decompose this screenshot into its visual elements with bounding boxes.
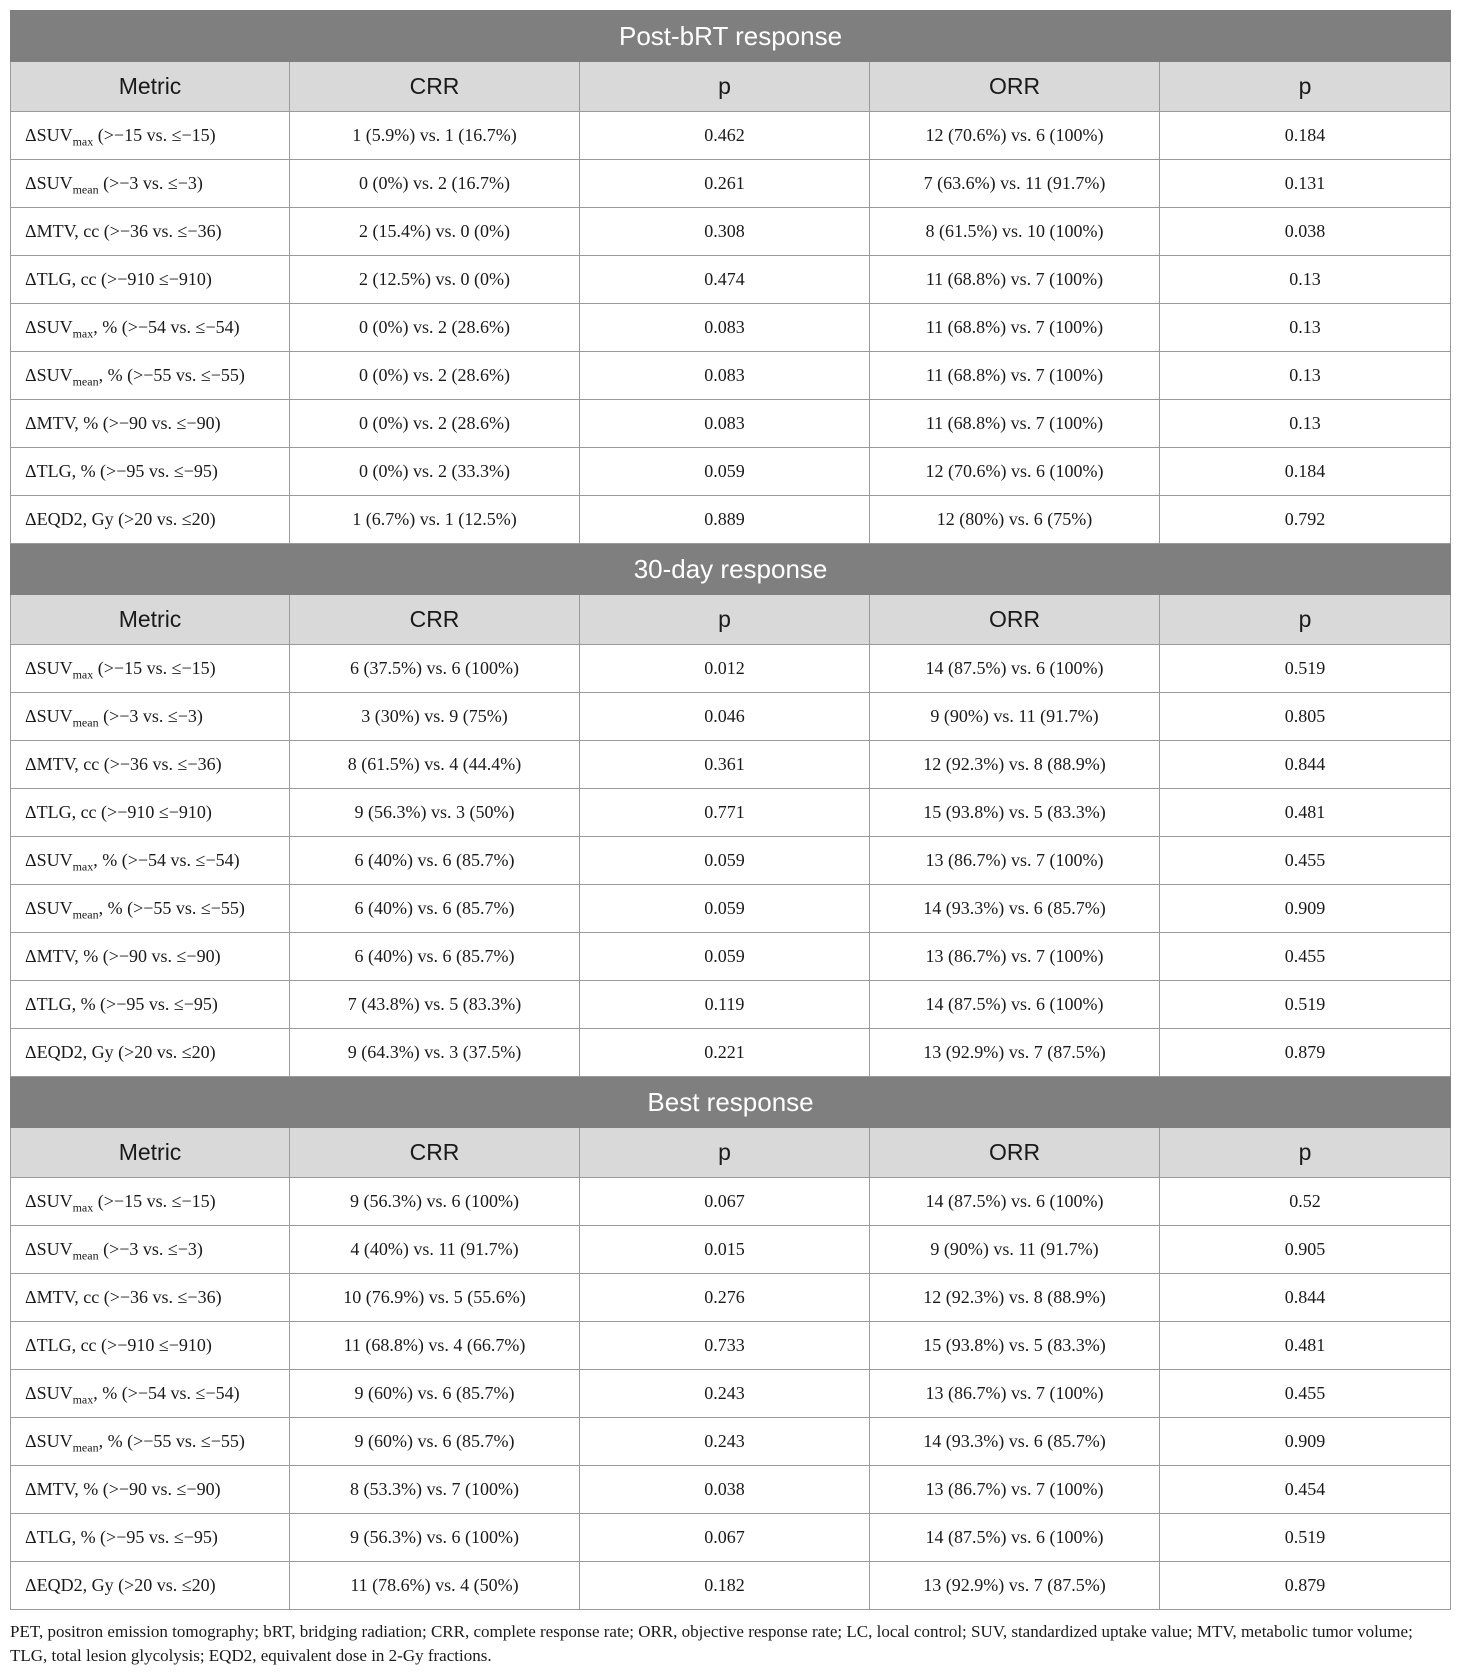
metric-cell [11, 789, 290, 837]
table-row [11, 741, 1451, 789]
metric-cell [11, 160, 290, 208]
crr-p-cell: 0.733 [580, 1322, 870, 1370]
metric-cell [11, 1178, 290, 1226]
orr-cell: 13 (86.7%) vs. 7 (100%) [870, 1466, 1160, 1514]
crr-header: CRR [290, 62, 580, 112]
crr-cell: 9 (60%) vs. 6 (85.7%) [290, 1418, 580, 1466]
metric-cell [11, 400, 290, 448]
table-row [11, 256, 1451, 304]
metric-label: ΔSUV [25, 1191, 73, 1211]
metric-cell [11, 208, 290, 256]
crr-p-cell: 0.067 [580, 1178, 870, 1226]
table-row [11, 160, 1451, 208]
table-row [11, 304, 1451, 352]
metric-label: ΔSUV [25, 1383, 73, 1403]
table-row [11, 1514, 1451, 1562]
section-title: Best response [11, 1077, 1451, 1128]
crr-header: CRR [290, 1128, 580, 1178]
orr-p-cell: 0.454 [1160, 1466, 1451, 1514]
section-title-row [11, 11, 1451, 62]
orr-cell: 14 (87.5%) vs. 6 (100%) [870, 981, 1160, 1029]
metric-cell [11, 645, 290, 693]
metric-cell [11, 1418, 290, 1466]
metric-label: ΔSUV [25, 658, 73, 678]
metric-label: ΔTLG, cc (>−910 ≤−910) [25, 802, 212, 822]
p-header: p [580, 595, 870, 645]
crr-cell: 4 (40%) vs. 11 (91.7%) [290, 1226, 580, 1274]
metric-subscript: mean [72, 374, 99, 389]
metric-label: ΔSUV [25, 706, 73, 726]
orr-p-cell: 0.519 [1160, 645, 1451, 693]
orr-cell: 14 (87.5%) vs. 6 (100%) [870, 645, 1160, 693]
metric-label: ΔMTV, cc (>−36 vs. ≤−36) [25, 754, 222, 774]
orr-header: ORR [870, 1128, 1160, 1178]
orr-cell: 11 (68.8%) vs. 7 (100%) [870, 256, 1160, 304]
orr-p-cell: 0.131 [1160, 160, 1451, 208]
orr-p-cell: 0.455 [1160, 837, 1451, 885]
orr-cell: 12 (70.6%) vs. 6 (100%) [870, 112, 1160, 160]
orr-p-cell: 0.52 [1160, 1178, 1451, 1226]
crr-p-cell: 0.015 [580, 1226, 870, 1274]
orr-header: ORR [870, 595, 1160, 645]
orr-p-cell: 0.481 [1160, 1322, 1451, 1370]
orr-p-cell: 0.909 [1160, 1418, 1451, 1466]
metric-threshold: , % (>−55 vs. ≤−55) [98, 898, 245, 918]
metric-threshold: , % (>−54 vs. ≤−54) [93, 317, 240, 337]
orr-cell: 8 (61.5%) vs. 10 (100%) [870, 208, 1160, 256]
metric-label: ΔSUV [25, 850, 73, 870]
metric-label: ΔTLG, % (>−95 vs. ≤−95) [25, 1527, 218, 1547]
metric-subscript: max [72, 326, 94, 341]
orr-p-cell: 0.481 [1160, 789, 1451, 837]
metric-cell [11, 1562, 290, 1610]
metric-cell [11, 1370, 290, 1418]
metric-label: ΔSUV [25, 1239, 73, 1259]
orr-cell: 14 (93.3%) vs. 6 (85.7%) [870, 1418, 1160, 1466]
crr-p-cell: 0.067 [580, 1514, 870, 1562]
crr-p-cell: 0.182 [580, 1562, 870, 1610]
p-header: p [580, 1128, 870, 1178]
metric-label: ΔTLG, % (>−95 vs. ≤−95) [25, 461, 218, 481]
crr-p-cell: 0.771 [580, 789, 870, 837]
orr-p-cell: 0.519 [1160, 1514, 1451, 1562]
metric-label: ΔEQD2, Gy (>20 vs. ≤20) [25, 1575, 216, 1595]
orr-p-cell: 0.455 [1160, 1370, 1451, 1418]
metric-label: ΔSUV [25, 317, 73, 337]
metric-cell [11, 1514, 290, 1562]
orr-cell: 13 (86.7%) vs. 7 (100%) [870, 837, 1160, 885]
crr-p-cell: 0.361 [580, 741, 870, 789]
metric-subscript: mean [72, 182, 99, 197]
orr-p-cell: 0.13 [1160, 400, 1451, 448]
table-row [11, 1466, 1451, 1514]
metric-cell [11, 741, 290, 789]
orr-p-cell: 0.844 [1160, 741, 1451, 789]
p-header: p [1160, 1128, 1451, 1178]
orr-header: ORR [870, 62, 1160, 112]
p-header: p [1160, 62, 1451, 112]
crr-p-cell: 0.889 [580, 496, 870, 544]
metric-header: Metric [11, 1128, 290, 1178]
metric-threshold: , % (>−54 vs. ≤−54) [93, 850, 240, 870]
metric-subscript: mean [72, 1440, 99, 1455]
orr-cell: 13 (86.7%) vs. 7 (100%) [870, 933, 1160, 981]
metric-threshold: , % (>−55 vs. ≤−55) [98, 1431, 245, 1451]
table-row [11, 981, 1451, 1029]
metric-label: ΔTLG, cc (>−910 ≤−910) [25, 1335, 212, 1355]
table-row [11, 1178, 1451, 1226]
metric-cell [11, 256, 290, 304]
orr-p-cell: 0.13 [1160, 256, 1451, 304]
table-row [11, 208, 1451, 256]
crr-p-cell: 0.083 [580, 352, 870, 400]
crr-p-cell: 0.221 [580, 1029, 870, 1077]
table-row [11, 789, 1451, 837]
orr-cell: 13 (92.9%) vs. 7 (87.5%) [870, 1029, 1160, 1077]
crr-p-cell: 0.474 [580, 256, 870, 304]
metric-header: Metric [11, 595, 290, 645]
orr-p-cell: 0.879 [1160, 1029, 1451, 1077]
orr-cell: 15 (93.8%) vs. 5 (83.3%) [870, 789, 1160, 837]
crr-p-cell: 0.083 [580, 304, 870, 352]
metric-cell [11, 981, 290, 1029]
section-title: Post-bRT response [11, 11, 1451, 62]
metric-label: ΔTLG, cc (>−910 ≤−910) [25, 269, 212, 289]
crr-cell: 9 (60%) vs. 6 (85.7%) [290, 1370, 580, 1418]
crr-cell: 8 (53.3%) vs. 7 (100%) [290, 1466, 580, 1514]
orr-p-cell: 0.038 [1160, 208, 1451, 256]
crr-p-cell: 0.059 [580, 837, 870, 885]
crr-cell: 0 (0%) vs. 2 (33.3%) [290, 448, 580, 496]
crr-cell: 0 (0%) vs. 2 (28.6%) [290, 400, 580, 448]
crr-cell: 11 (68.8%) vs. 4 (66.7%) [290, 1322, 580, 1370]
crr-p-cell: 0.083 [580, 400, 870, 448]
orr-p-cell: 0.519 [1160, 981, 1451, 1029]
metric-label: ΔMTV, cc (>−36 vs. ≤−36) [25, 1287, 222, 1307]
crr-cell: 0 (0%) vs. 2 (16.7%) [290, 160, 580, 208]
crr-p-cell: 0.462 [580, 112, 870, 160]
orr-cell: 12 (92.3%) vs. 8 (88.9%) [870, 741, 1160, 789]
crr-cell: 6 (40%) vs. 6 (85.7%) [290, 885, 580, 933]
orr-cell: 7 (63.6%) vs. 11 (91.7%) [870, 160, 1160, 208]
crr-p-cell: 0.243 [580, 1418, 870, 1466]
crr-p-cell: 0.243 [580, 1370, 870, 1418]
crr-cell: 8 (61.5%) vs. 4 (44.4%) [290, 741, 580, 789]
metric-label: ΔEQD2, Gy (>20 vs. ≤20) [25, 1042, 216, 1062]
metric-cell [11, 304, 290, 352]
table-body [11, 11, 1451, 1610]
table-row [11, 1274, 1451, 1322]
metric-label: ΔSUV [25, 365, 73, 385]
metric-cell [11, 1029, 290, 1077]
metric-cell [11, 1322, 290, 1370]
p-header: p [1160, 595, 1451, 645]
metric-cell [11, 496, 290, 544]
orr-cell: 12 (70.6%) vs. 6 (100%) [870, 448, 1160, 496]
orr-p-cell: 0.13 [1160, 304, 1451, 352]
metric-header: Metric [11, 62, 290, 112]
crr-cell: 6 (40%) vs. 6 (85.7%) [290, 837, 580, 885]
section-title: 30-day response [11, 544, 1451, 595]
metric-cell [11, 933, 290, 981]
table-row [11, 837, 1451, 885]
metric-cell [11, 352, 290, 400]
orr-p-cell: 0.805 [1160, 693, 1451, 741]
orr-p-cell: 0.13 [1160, 352, 1451, 400]
metric-threshold: (>−3 vs. ≤−3) [98, 1239, 203, 1259]
metric-subscript: max [72, 859, 94, 874]
metric-threshold: (>−15 vs. ≤−15) [93, 125, 216, 145]
crr-p-cell: 0.059 [580, 448, 870, 496]
orr-cell: 12 (80%) vs. 6 (75%) [870, 496, 1160, 544]
metric-cell [11, 112, 290, 160]
table-row [11, 448, 1451, 496]
crr-cell: 2 (15.4%) vs. 0 (0%) [290, 208, 580, 256]
crr-cell: 1 (5.9%) vs. 1 (16.7%) [290, 112, 580, 160]
orr-p-cell: 0.184 [1160, 112, 1451, 160]
crr-p-cell: 0.038 [580, 1466, 870, 1514]
metric-subscript: max [72, 1392, 94, 1407]
metric-threshold: (>−15 vs. ≤−15) [93, 1191, 216, 1211]
crr-cell: 7 (43.8%) vs. 5 (83.3%) [290, 981, 580, 1029]
metric-label: ΔSUV [25, 125, 73, 145]
metric-label: ΔMTV, % (>−90 vs. ≤−90) [25, 413, 221, 433]
crr-cell: 6 (37.5%) vs. 6 (100%) [290, 645, 580, 693]
crr-p-cell: 0.276 [580, 1274, 870, 1322]
orr-p-cell: 0.879 [1160, 1562, 1451, 1610]
crr-cell: 10 (76.9%) vs. 5 (55.6%) [290, 1274, 580, 1322]
table-row [11, 1418, 1451, 1466]
orr-cell: 14 (93.3%) vs. 6 (85.7%) [870, 885, 1160, 933]
crr-p-cell: 0.261 [580, 160, 870, 208]
table-row [11, 885, 1451, 933]
orr-p-cell: 0.184 [1160, 448, 1451, 496]
crr-cell: 2 (12.5%) vs. 0 (0%) [290, 256, 580, 304]
crr-p-cell: 0.308 [580, 208, 870, 256]
metric-label: ΔSUV [25, 1431, 73, 1451]
p-header: p [580, 62, 870, 112]
metric-subscript: max [72, 667, 94, 682]
orr-p-cell: 0.792 [1160, 496, 1451, 544]
metric-label: ΔEQD2, Gy (>20 vs. ≤20) [25, 509, 216, 529]
column-header-row [11, 1128, 1451, 1178]
response-table [10, 10, 1451, 1610]
orr-cell: 9 (90%) vs. 11 (91.7%) [870, 693, 1160, 741]
table-row [11, 1370, 1451, 1418]
metric-cell [11, 1274, 290, 1322]
orr-cell: 14 (87.5%) vs. 6 (100%) [870, 1514, 1160, 1562]
table-row [11, 1322, 1451, 1370]
table-row [11, 352, 1451, 400]
metric-label: ΔMTV, cc (>−36 vs. ≤−36) [25, 221, 222, 241]
section-title-row [11, 544, 1451, 595]
table-row [11, 400, 1451, 448]
metric-threshold: , % (>−55 vs. ≤−55) [98, 365, 245, 385]
orr-cell: 15 (93.8%) vs. 5 (83.3%) [870, 1322, 1160, 1370]
orr-p-cell: 0.905 [1160, 1226, 1451, 1274]
crr-cell: 3 (30%) vs. 9 (75%) [290, 693, 580, 741]
metric-label: ΔMTV, % (>−90 vs. ≤−90) [25, 1479, 221, 1499]
crr-cell: 6 (40%) vs. 6 (85.7%) [290, 933, 580, 981]
crr-cell: 11 (78.6%) vs. 4 (50%) [290, 1562, 580, 1610]
metric-subscript: max [72, 1200, 94, 1215]
crr-p-cell: 0.119 [580, 981, 870, 1029]
table-row [11, 693, 1451, 741]
column-header-row [11, 595, 1451, 645]
table-footnote: PET, positron emission tomography; bRT, bridging radiation; CRR, complete response rate; ORR, objective response rate; LC, local control; SUV, standardized uptake value; MTV, metabolic tumor volume; TLG, total lesion glycolysis; EQD2, equivalent dose in 2-Gy fractions. [10, 1622, 1413, 1665]
metric-cell [11, 448, 290, 496]
crr-cell: 9 (56.3%) vs. 6 (100%) [290, 1514, 580, 1562]
metric-threshold: (>−15 vs. ≤−15) [93, 658, 216, 678]
metric-cell [11, 693, 290, 741]
orr-cell: 9 (90%) vs. 11 (91.7%) [870, 1226, 1160, 1274]
metric-cell [11, 1226, 290, 1274]
metric-cell [11, 1466, 290, 1514]
metric-subscript: mean [72, 907, 99, 922]
table-row [11, 933, 1451, 981]
table-row [11, 1562, 1451, 1610]
section-title-row [11, 1077, 1451, 1128]
orr-p-cell: 0.844 [1160, 1274, 1451, 1322]
table-row [11, 496, 1451, 544]
metric-cell [11, 885, 290, 933]
crr-cell: 0 (0%) vs. 2 (28.6%) [290, 304, 580, 352]
orr-cell: 14 (87.5%) vs. 6 (100%) [870, 1178, 1160, 1226]
orr-cell: 11 (68.8%) vs. 7 (100%) [870, 304, 1160, 352]
metric-label: ΔTLG, % (>−95 vs. ≤−95) [25, 994, 218, 1014]
table-row [11, 1029, 1451, 1077]
metric-threshold: , % (>−54 vs. ≤−54) [93, 1383, 240, 1403]
column-header-row [11, 62, 1451, 112]
metric-label: ΔSUV [25, 173, 73, 193]
table-container [10, 10, 1450, 1668]
metric-subscript: mean [72, 715, 99, 730]
crr-header: CRR [290, 595, 580, 645]
crr-p-cell: 0.059 [580, 885, 870, 933]
crr-cell: 9 (64.3%) vs. 3 (37.5%) [290, 1029, 580, 1077]
crr-cell: 0 (0%) vs. 2 (28.6%) [290, 352, 580, 400]
orr-p-cell: 0.909 [1160, 885, 1451, 933]
metric-subscript: max [72, 134, 94, 149]
metric-threshold: (>−3 vs. ≤−3) [98, 173, 203, 193]
metric-cell [11, 837, 290, 885]
table-row [11, 645, 1451, 693]
crr-cell: 9 (56.3%) vs. 3 (50%) [290, 789, 580, 837]
crr-p-cell: 0.012 [580, 645, 870, 693]
crr-cell: 1 (6.7%) vs. 1 (12.5%) [290, 496, 580, 544]
orr-cell: 11 (68.8%) vs. 7 (100%) [870, 400, 1160, 448]
crr-p-cell: 0.059 [580, 933, 870, 981]
table-row [11, 112, 1451, 160]
crr-p-cell: 0.046 [580, 693, 870, 741]
orr-cell: 13 (92.9%) vs. 7 (87.5%) [870, 1562, 1160, 1610]
metric-threshold: (>−3 vs. ≤−3) [98, 706, 203, 726]
orr-cell: 13 (86.7%) vs. 7 (100%) [870, 1370, 1160, 1418]
crr-cell: 9 (56.3%) vs. 6 (100%) [290, 1178, 580, 1226]
orr-cell: 11 (68.8%) vs. 7 (100%) [870, 352, 1160, 400]
table-row [11, 1226, 1451, 1274]
orr-p-cell: 0.455 [1160, 933, 1451, 981]
orr-cell: 12 (92.3%) vs. 8 (88.9%) [870, 1274, 1160, 1322]
metric-subscript: mean [72, 1248, 99, 1263]
metric-label: ΔMTV, % (>−90 vs. ≤−90) [25, 946, 221, 966]
metric-label: ΔSUV [25, 898, 73, 918]
